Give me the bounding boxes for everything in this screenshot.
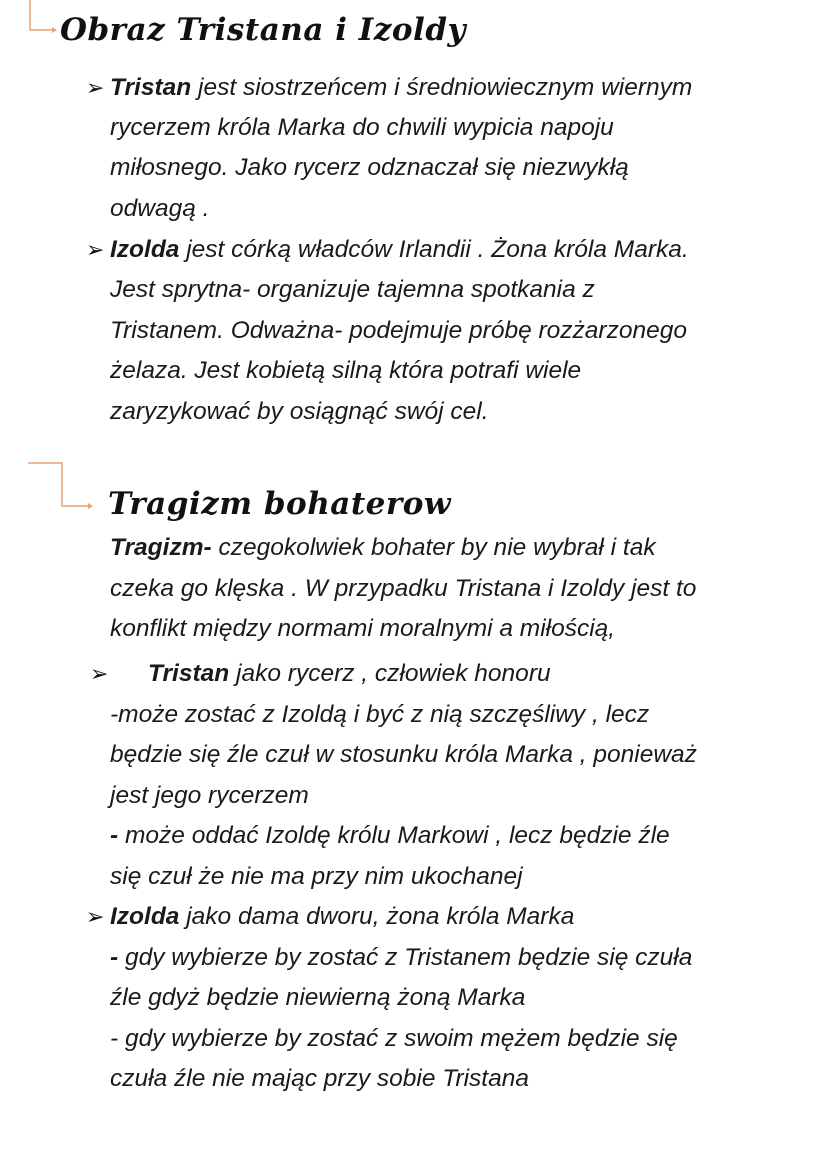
bullet-icon: ➢ xyxy=(86,904,105,929)
term-izolda: Izolda xyxy=(110,236,180,263)
izolda-paragraph-line: zaryzykować by osiągnąć swój cel. xyxy=(110,398,489,425)
tristan-choice-line: jest jego rycerzem xyxy=(110,782,309,809)
bullet-icon: ➢ xyxy=(86,75,105,100)
term-tristan-2: Tristan xyxy=(148,660,230,687)
tristan-choice-line: się czuł że nie ma przy nim ukochanej xyxy=(110,863,523,890)
section-heading-obraz: Obraz Tristana i Izoldy xyxy=(60,12,467,48)
bullet-icon: ➢ xyxy=(86,237,105,262)
izolda-choice-line: Izolda jako dama dworu, żona króla Marka xyxy=(110,903,575,930)
izolda-choice-line: - gdy wybierze by zostać z Tristanem będzie się czuła xyxy=(110,944,693,971)
tristan-choice-line: -może zostać z Izoldą i być z nią szczęśliwy , lecz xyxy=(110,701,650,728)
tristan-choice-line: będzie się źle czuł w stosunku króla Marka , ponieważ xyxy=(110,741,697,768)
definition-line: Tragizm- czegokolwiek bohater by nie wybrał i tak xyxy=(110,534,656,561)
tristan-paragraph-line: miłosnego. Jako rycerz odznaczał się niezwykłą xyxy=(110,154,629,181)
izolda-paragraph-line: Tristanem. Odważna- podejmuje próbę rozżarzonego xyxy=(110,317,687,344)
bullet-icon: ➢ xyxy=(90,661,109,686)
term-tristan: Tristan xyxy=(110,74,192,101)
term-tragizm: Tragizm- xyxy=(110,534,212,561)
izolda-choice-line: źle gdyż będzie niewierną żoną Marka xyxy=(110,984,526,1011)
tristan-paragraph-line: odwagą . xyxy=(110,195,210,222)
izolda-paragraph-line: Jest sprytna- organizuje tajemna spotkania z xyxy=(110,276,595,303)
tristan-choice-line: - może oddać Izoldę królu Markowi , lecz będzie źle xyxy=(110,822,670,849)
izolda-paragraph-line: żelaza. Jest kobietą silną która potrafi wiele xyxy=(110,357,582,384)
tristan-paragraph-line: Tristan jest siostrzeńcem i średniowiecznym wiernym xyxy=(110,74,693,101)
tristan-paragraph-line: rycerzem króla Marka do chwili wypicia napoju xyxy=(110,114,614,141)
connector-arrow-2 xyxy=(0,455,110,515)
definition-line: konflikt między normami moralnymi a miłością, xyxy=(110,615,616,642)
section-heading-tragizm: Tragizm bohaterow xyxy=(108,486,452,522)
tristan-choice-line: Tristan jako rycerz , człowiek honoru xyxy=(148,660,551,687)
term-izolda-2: Izolda xyxy=(110,903,180,930)
definition-line: czeka go klęska . W przypadku Tristana i Izoldy jest to xyxy=(110,575,697,602)
izolda-paragraph-line: Izolda jest córką władców Irlandii . Żona króla Marka. xyxy=(110,236,689,263)
connector-arrow-1 xyxy=(0,0,60,40)
izolda-choice-line: - gdy wybierze by zostać z swoim mężem będzie się xyxy=(110,1025,678,1052)
izolda-choice-line: czuła źle nie mając przy sobie Tristana xyxy=(110,1065,529,1092)
